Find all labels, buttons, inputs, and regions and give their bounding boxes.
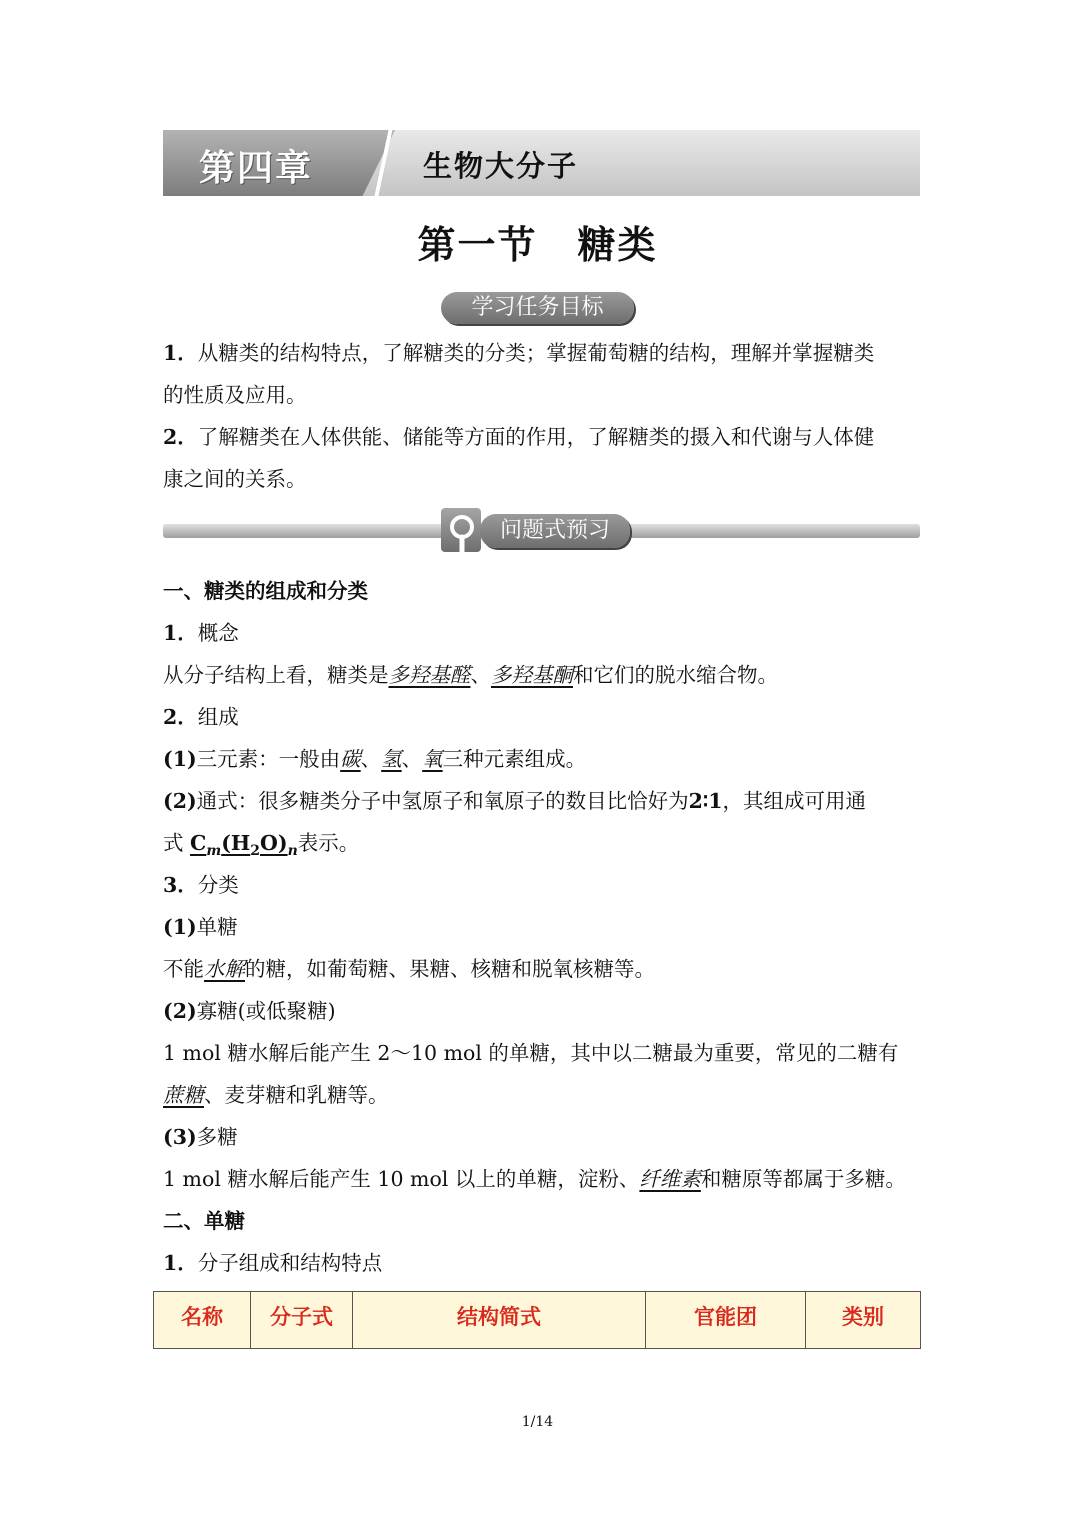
answer-blank: 纤维素 [639,1167,701,1191]
goal-2-line2: 康之间的关系。 [163,467,307,491]
answer-blank: 多羟基醛 [388,663,471,687]
goal-1-line1: 1．从糖类的结构特点，了解糖类的分类；掌握葡萄糖的结构，理解并掌握糖类 [163,341,875,365]
polysaccharide-heading: (3)多糖 [163,1125,238,1149]
table-header-row [153,1291,921,1349]
goal-2-line1: 2．了解糖类在人体供能、储能等方面的作用，了解糖类的摄入和代谢与人体健 [163,425,875,449]
table-header-cell: 官能团 [646,1292,806,1348]
part2-subheading: 1．分子组成和结构特点 [163,1251,383,1275]
oligosaccharide-text-line1: 1 mol 糖水解后能产生 2～10 mol 的单糖，其中以二糖最为重要，常见的二糖有 [163,1041,899,1065]
answer-blank: 氢 [381,747,402,771]
composition-formula-line1: (2)通式：很多糖类分子中氢原子和氧原子的数目比恰好为2∶1，其组成可用通 [163,789,867,813]
composition-formula-line2: 式 $C_m(H_2O)_n$表示。 [163,831,360,860]
classification-heading: 3．分类 [163,873,239,897]
concept-heading: 1．概念 [163,621,239,645]
table-header-cell: 结构简式 [353,1292,646,1348]
composition-heading: 2．组成 [163,705,239,729]
chapter-number: 第四章 [199,148,314,189]
table-header-cell: 类别 [842,1305,884,1329]
table-header-cell: 分子式 [251,1292,353,1348]
answer-blank: 多羟基酮 [491,663,573,687]
oligosaccharide-text-line2: 蔗糖、麦芽糖和乳糖等。 [163,1083,389,1107]
oligosaccharide-heading: (2)寡糖(或低聚糖) [163,999,336,1023]
chapter-banner [163,130,920,196]
answer-blank: 氧 [422,747,443,771]
general-formula: $C_m(H_2O)_n$ [190,831,298,860]
answer-blank: 水解 [204,957,245,981]
monosaccharide-text: 不能水解的糖，如葡萄糖、果糖、核糖和脱氧核糖等。 [163,957,655,981]
section-title: 第一节 糖类 [417,223,658,267]
monosaccharide-heading: (1)单糖 [163,915,238,939]
preview-badge: 问题式预习 [480,514,630,548]
answer-blank: 蔗糖 [163,1083,204,1107]
table-header-cell: 名称 [154,1292,251,1348]
goal-1-line2: 的性质及应用。 [163,383,307,407]
magnifier-icon [447,512,477,560]
chapter-title: 生物大分子 [423,149,579,183]
concept-text: 从分子结构上看，糖类是多羟基醛、多羟基酮和它们的脱水缩合物。 [163,663,778,687]
composition-elements: (1)三元素：一般由碳、氢、氧三种元素组成。 [163,747,587,771]
answer-blank: 碳 [340,747,361,771]
part2-heading: 二、单糖 [163,1209,245,1233]
polysaccharide-text: 1 mol 糖水解后能产生 10 mol 以上的单糖，淀粉、纤维素和糖原等都属于多糖。 [163,1167,906,1191]
learning-goals-badge: 学习任务目标 [441,292,634,324]
part1-heading: 一、糖类的组成和分类 [163,579,368,603]
page-number: 1/14 [521,1414,554,1430]
